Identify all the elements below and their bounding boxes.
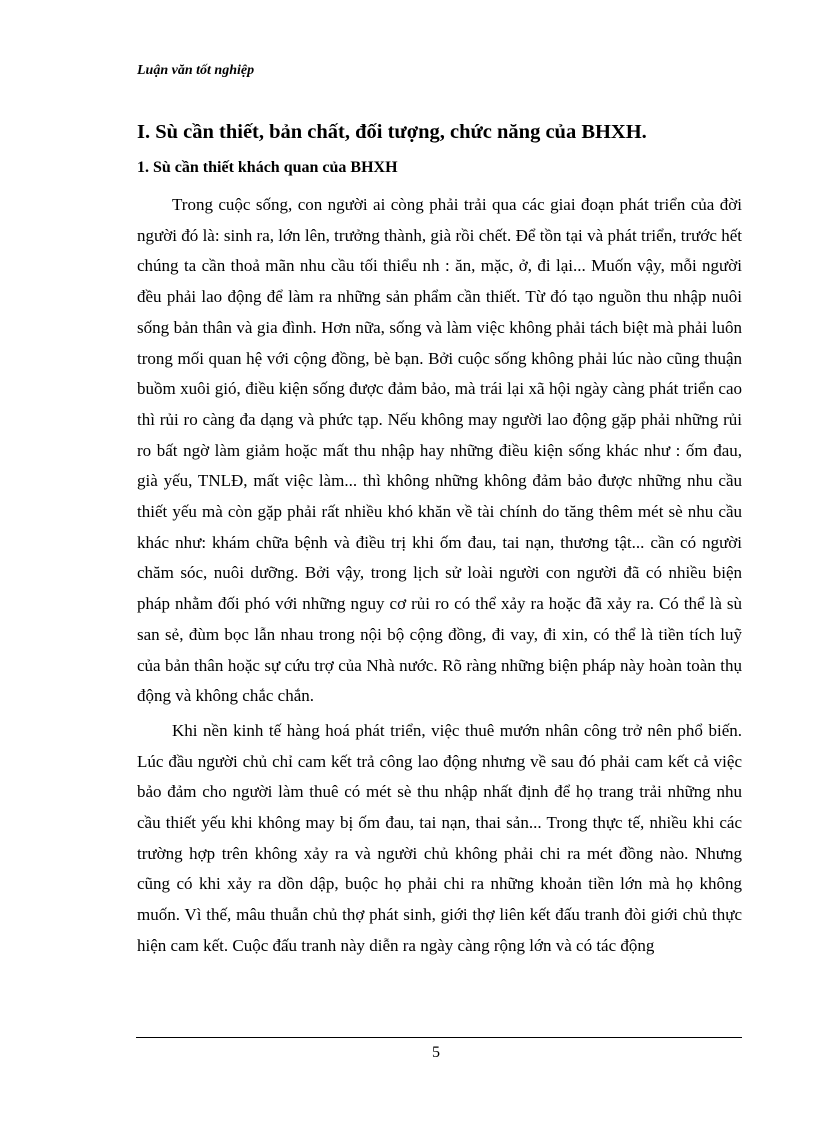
paragraph: Trong cuộc sống, con người ai còng phải trải qua các giai đoạn phát triển của đời người đó là: sinh ra, lớn lên, trưởng thành, già rồi chết. Để tồn tại và phát triển, trước hết chúng ta cần thoả mãn nhu cầu tối thiểu nh : ăn, mặc, ở, đi lại... Muốn vậy, mỗi người đều phải lao động để làm ra những sản phẩm cần thiết. Từ đó tạo nguồn thu nhập nuôi sống bản thân và gia đình. Hơn nữa, sống và làm việc không phải tách biệt mà phải luôn trong mối quan hệ với cộng đồng, bè bạn. Bởi cuộc sống không phải lúc nào cũng thuận buồm xuôi gió, điều kiện sống được đảm bảo, mà trái lại xã hội ngày càng phát triển cao thì rủi ro càng đa dạng và phức tạp. Nếu không may người lao động gặp phải những rủi ro bất ngờ làm giảm hoặc mất thu nhập hay những điều kiện sống khác như : ốm đau, già yếu, TNLĐ, mất việc làm... thì không những không đảm bảo được những nhu cầu thiết yếu mà còn gặp phải rất nhiều khó khăn về tài chính do tăng thêm mét sè nhu cầu khác như: khám chữa bệnh và điều trị khi ốm đau, tai nạn, thương tật... cần có người chăm sóc, nuôi dưỡng. Bởi vậy, trong lịch sử loài người con người đã có nhiều biện pháp nhằm đối phó với những nguy cơ rủi ro có thể xảy ra hoặc đã xảy ra. Có thể là sù san sẻ, đùm bọc lẫn nhau trong nội bộ cộng đồng, đi vay, đi xin, có thể là tiền tích luỹ của bản thân hoặc sự cứu trợ của Nhà nước. Rõ ràng những biện pháp này hoàn toàn thụ động và không chắc chắn. xyxy=(137,195,742,706)
footer-rule xyxy=(136,1037,742,1038)
page-number xyxy=(0,1044,816,1062)
subsection-heading: 1. Sù cần thiết khách quan của BHXH xyxy=(137,159,398,176)
section-heading: I. Sù cần thiết, bản chất, đối tượng, chức năng của BHXH. xyxy=(137,121,647,143)
body-text xyxy=(137,190,742,962)
paragraph: Khi nền kinh tế hàng hoá phát triển, việc thuê mướn nhân công trở nên phổ biến. Lúc đầu người chủ chỉ cam kết trả công lao động nhưng về sau đó phải cam kết cả việc bảo đảm cho người làm thuê có mét sè thu nhập nhất định để họ trang trải những nhu cầu thiết yếu khi không may bị ốm đau, tai nạn, thai sản... Trong thực tế, nhiều khi các trường hợp trên không xảy ra và người chủ không phải chi ra mét đồng nào. Nhưng cũng có khi xảy ra dồn dập, buộc họ phải chi ra những khoản tiền lớn mà họ không muốn. Vì thế, mâu thuẫn chủ thợ phát sinh, giới thợ liên kết đấu tranh đòi giới chủ thực hiện cam kết. Cuộc đấu tranh này diễn ra ngày càng rộng lớn và có tác động xyxy=(137,720,742,955)
page-number-text: 5 xyxy=(432,1044,440,1061)
running-header: Luận văn tốt nghiệp xyxy=(137,63,255,78)
